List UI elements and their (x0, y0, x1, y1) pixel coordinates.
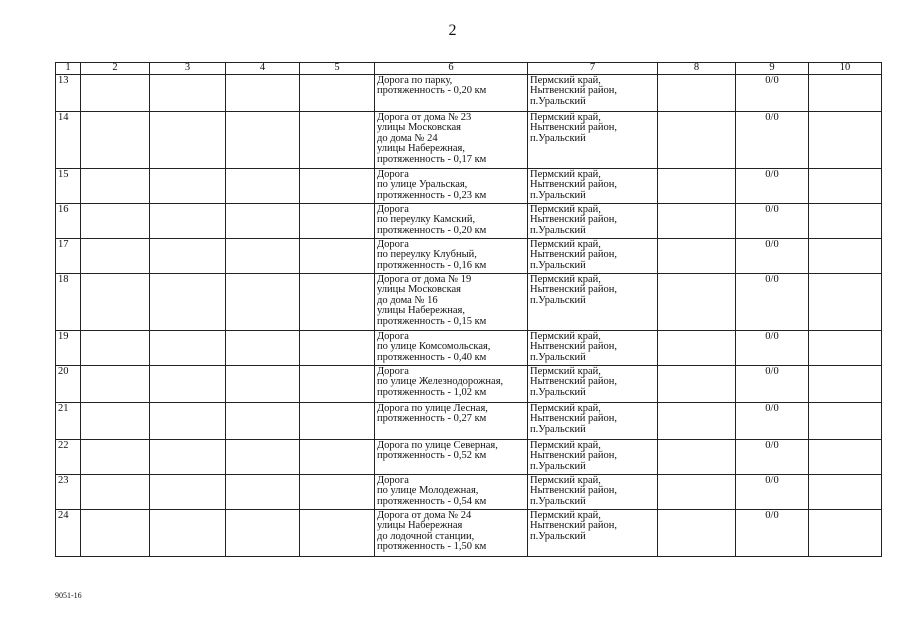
empty-cell (150, 273, 226, 330)
value-cell: 0/0 (736, 168, 809, 203)
table-row (56, 111, 882, 168)
row-number-cell: 22 (56, 439, 81, 474)
address-cell: Пермский край, Нытвенский район, п.Уральский (528, 402, 658, 439)
row-number-cell: 16 (56, 203, 81, 238)
empty-cell (226, 509, 300, 556)
row-number-cell: 17 (56, 238, 81, 273)
table-row (56, 365, 882, 402)
empty-cell (150, 509, 226, 556)
address-cell: Пермский край, Нытвенский район, п.Уральский (528, 74, 658, 111)
value-cell: 0/0 (736, 330, 809, 365)
empty-cell (81, 509, 150, 556)
empty-cell (81, 74, 150, 111)
empty-cell (300, 509, 375, 556)
table-row (56, 509, 882, 556)
empty-cell (658, 474, 736, 509)
row-number-cell: 19 (56, 330, 81, 365)
table-row (56, 273, 882, 330)
value-cell: 0/0 (736, 203, 809, 238)
empty-cell (809, 509, 882, 556)
empty-cell (150, 330, 226, 365)
empty-cell (658, 238, 736, 273)
empty-cell (658, 273, 736, 330)
empty-cell (150, 439, 226, 474)
empty-cell (226, 439, 300, 474)
empty-cell (81, 474, 150, 509)
value-cell: 0/0 (736, 474, 809, 509)
empty-cell (81, 330, 150, 365)
table-row (56, 74, 882, 111)
column-header: 5 (300, 63, 375, 75)
empty-cell (809, 365, 882, 402)
table-row (56, 203, 882, 238)
empty-cell (150, 111, 226, 168)
empty-cell (809, 111, 882, 168)
empty-cell (81, 439, 150, 474)
table-header-row (56, 63, 882, 75)
row-number-cell: 13 (56, 74, 81, 111)
empty-cell (658, 365, 736, 402)
empty-cell (300, 273, 375, 330)
value-cell: 0/0 (736, 74, 809, 111)
empty-cell (81, 203, 150, 238)
empty-cell (226, 330, 300, 365)
road-name-cell: Дорога от дома № 19 улицы Московская до дома № 16 улицы Набережная, протяженность - 0,15 км (375, 273, 528, 330)
empty-cell (658, 509, 736, 556)
empty-cell (658, 330, 736, 365)
row-number-cell: 15 (56, 168, 81, 203)
page-number: 2 (448, 22, 457, 39)
road-name-cell: Дорога от дома № 23 улицы Московская до дома № 24 улицы Набережная, протяженность - 0,17 км (375, 111, 528, 168)
empty-cell (300, 203, 375, 238)
table-row (56, 402, 882, 439)
empty-cell (300, 168, 375, 203)
empty-cell (226, 168, 300, 203)
road-name-cell: Дорога по переулку Камский, протяженность - 0,20 км (375, 203, 528, 238)
row-number-cell: 20 (56, 365, 81, 402)
empty-cell (809, 238, 882, 273)
column-header: 2 (81, 63, 150, 75)
column-header: 6 (375, 63, 528, 75)
column-header: 4 (226, 63, 300, 75)
empty-cell (226, 474, 300, 509)
road-name-cell: Дорога по улице Комсомольская, протяженность - 0,40 км (375, 330, 528, 365)
road-name-cell: Дорога по улице Молодежная, протяженность - 0,54 км (375, 474, 528, 509)
empty-cell (300, 74, 375, 111)
address-cell: Пермский край, Нытвенский район, п.Уральский (528, 168, 658, 203)
empty-cell (150, 365, 226, 402)
empty-cell (300, 111, 375, 168)
empty-cell (300, 439, 375, 474)
value-cell: 0/0 (736, 439, 809, 474)
column-header: 9 (736, 63, 809, 75)
footer-code: 9051-16 (55, 591, 82, 600)
road-name-cell: Дорога по парку, протяженность - 0,20 км (375, 74, 528, 111)
road-name-cell: Дорога по улице Уральская, протяженность - 0,23 км (375, 168, 528, 203)
empty-cell (658, 402, 736, 439)
empty-cell (809, 439, 882, 474)
empty-cell (81, 111, 150, 168)
road-name-cell: Дорога по улице Северная, протяженность - 0,52 км (375, 439, 528, 474)
empty-cell (809, 74, 882, 111)
table-row (56, 439, 882, 474)
empty-cell (81, 273, 150, 330)
empty-cell (809, 474, 882, 509)
road-name-cell: Дорога по переулку Клубный, протяженность - 0,16 км (375, 238, 528, 273)
empty-cell (300, 330, 375, 365)
column-header: 10 (809, 63, 882, 75)
value-cell: 0/0 (736, 402, 809, 439)
empty-cell (300, 474, 375, 509)
road-name-cell: Дорога по улице Лесная, протяженность - 0,27 км (375, 402, 528, 439)
address-cell: Пермский край, Нытвенский район, п.Уральский (528, 273, 658, 330)
row-number-cell: 18 (56, 273, 81, 330)
address-cell: Пермский край, Нытвенский район, п.Уральский (528, 203, 658, 238)
empty-cell (300, 402, 375, 439)
column-header: 3 (150, 63, 226, 75)
empty-cell (809, 330, 882, 365)
address-cell: Пермский край, Нытвенский район, п.Уральский (528, 330, 658, 365)
column-header: 7 (528, 63, 658, 75)
address-cell: Пермский край, Нытвенский район, п.Уральский (528, 111, 658, 168)
empty-cell (226, 74, 300, 111)
column-header: 8 (658, 63, 736, 75)
empty-cell (658, 203, 736, 238)
roads-registry-table (55, 62, 882, 557)
empty-cell (226, 365, 300, 402)
empty-cell (150, 168, 226, 203)
empty-cell (658, 168, 736, 203)
empty-cell (809, 168, 882, 203)
table-row (56, 474, 882, 509)
address-cell: Пермский край, Нытвенский район, п.Уральский (528, 509, 658, 556)
address-cell: Пермский край, Нытвенский район, п.Уральский (528, 439, 658, 474)
empty-cell (150, 74, 226, 111)
empty-cell (658, 111, 736, 168)
value-cell: 0/0 (736, 365, 809, 402)
empty-cell (809, 402, 882, 439)
empty-cell (658, 439, 736, 474)
column-header: 1 (56, 63, 81, 75)
value-cell: 0/0 (736, 238, 809, 273)
empty-cell (81, 402, 150, 439)
row-number-cell: 14 (56, 111, 81, 168)
empty-cell (226, 273, 300, 330)
empty-cell (150, 402, 226, 439)
empty-cell (150, 203, 226, 238)
row-number-cell: 24 (56, 509, 81, 556)
address-cell: Пермский край, Нытвенский район, п.Уральский (528, 238, 658, 273)
empty-cell (150, 238, 226, 273)
empty-cell (226, 238, 300, 273)
empty-cell (81, 168, 150, 203)
empty-cell (150, 474, 226, 509)
row-number-cell: 23 (56, 474, 81, 509)
road-name-cell: Дорога от дома № 24 улицы Набережная до лодочной станции, протяженность - 1,50 км (375, 509, 528, 556)
table-row (56, 168, 882, 203)
empty-cell (300, 365, 375, 402)
empty-cell (658, 74, 736, 111)
row-number-cell: 21 (56, 402, 81, 439)
table-row (56, 330, 882, 365)
address-cell: Пермский край, Нытвенский район, п.Уральский (528, 474, 658, 509)
empty-cell (226, 111, 300, 168)
empty-cell (809, 203, 882, 238)
empty-cell (226, 402, 300, 439)
value-cell: 0/0 (736, 273, 809, 330)
address-cell: Пермский край, Нытвенский район, п.Уральский (528, 365, 658, 402)
value-cell: 0/0 (736, 509, 809, 556)
empty-cell (300, 238, 375, 273)
empty-cell (81, 365, 150, 402)
empty-cell (809, 273, 882, 330)
road-name-cell: Дорога по улице Железнодорожная, протяженность - 1,02 км (375, 365, 528, 402)
table-row (56, 238, 882, 273)
empty-cell (81, 238, 150, 273)
empty-cell (226, 203, 300, 238)
value-cell: 0/0 (736, 111, 809, 168)
